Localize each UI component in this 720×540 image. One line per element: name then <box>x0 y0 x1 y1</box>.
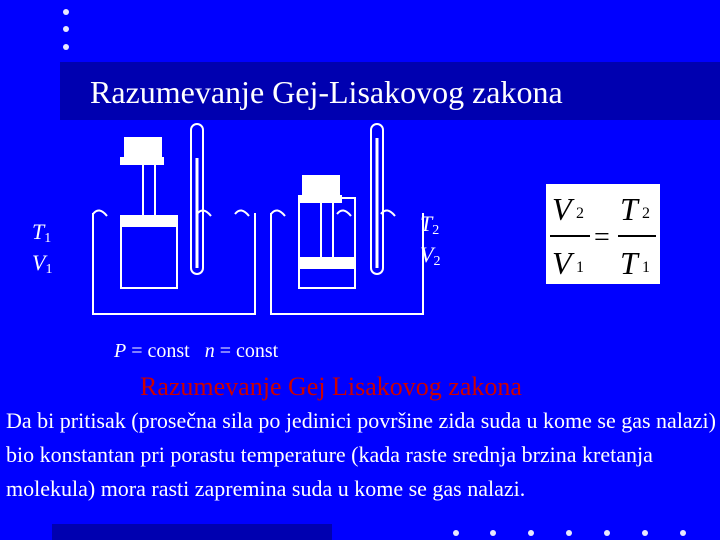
formula-denominator-left: V <box>552 245 572 281</box>
formula-numerator-right: T <box>620 191 638 227</box>
bullet-dot <box>566 530 572 536</box>
bullet-dot <box>63 44 69 50</box>
bullet-dot <box>63 26 69 32</box>
bullet-dot <box>63 9 69 15</box>
formula-equals: = <box>594 222 610 253</box>
gas-apparatus-diagram <box>85 118 425 318</box>
slide-subtitle: Razumevanje Gej Lisakovog zakona <box>140 372 522 401</box>
amount-symbol: n <box>204 340 215 362</box>
right-volume-symbol: V <box>420 242 434 267</box>
bullet-dot <box>528 530 534 536</box>
amount-value: = const <box>219 340 279 362</box>
formula-numerator-left-index: 2 <box>576 205 584 222</box>
formula-box <box>546 184 660 284</box>
slide-body-text: Da bi pritisak (prosečna sila po jedinici površine zida suda u kome se gas nalazi) bio konstantan pri porastu temperature (kada raste srednja brzina kretanja molekula) mora rasti zapremina suda u kome se gas nalazi. <box>6 408 716 501</box>
formula-numerator-right-index: 2 <box>642 205 650 222</box>
constants-line <box>114 340 278 363</box>
formula-numerator-left: V <box>552 191 572 227</box>
left-state-label <box>32 220 52 282</box>
right-temp-index: 2 <box>432 223 440 238</box>
bullet-dot <box>604 530 610 536</box>
formula-denominator-right: T <box>620 245 638 281</box>
left-volume-index: 1 <box>45 262 53 277</box>
bottom-bar <box>52 524 332 540</box>
left-temp-symbol: T <box>32 219 45 244</box>
bullet-dot <box>642 530 648 536</box>
formula-denominator-left-index: 1 <box>576 259 584 276</box>
right-volume-index: 2 <box>433 254 441 269</box>
slide-title: Razumevanje Gej-Lisakovog zakona <box>90 74 563 110</box>
bullet-dot <box>680 530 686 536</box>
gay-lussac-formula <box>546 184 660 284</box>
bullet-dot <box>453 530 459 536</box>
pressure-symbol: P <box>114 340 127 362</box>
right-temp-symbol: T <box>420 211 433 236</box>
bullet-dot <box>490 530 496 536</box>
formula-denominator-right-index: 1 <box>642 259 650 276</box>
left-volume-symbol: V <box>32 250 46 275</box>
pressure-value: = const <box>131 340 190 362</box>
left-temp-index: 1 <box>44 231 52 246</box>
